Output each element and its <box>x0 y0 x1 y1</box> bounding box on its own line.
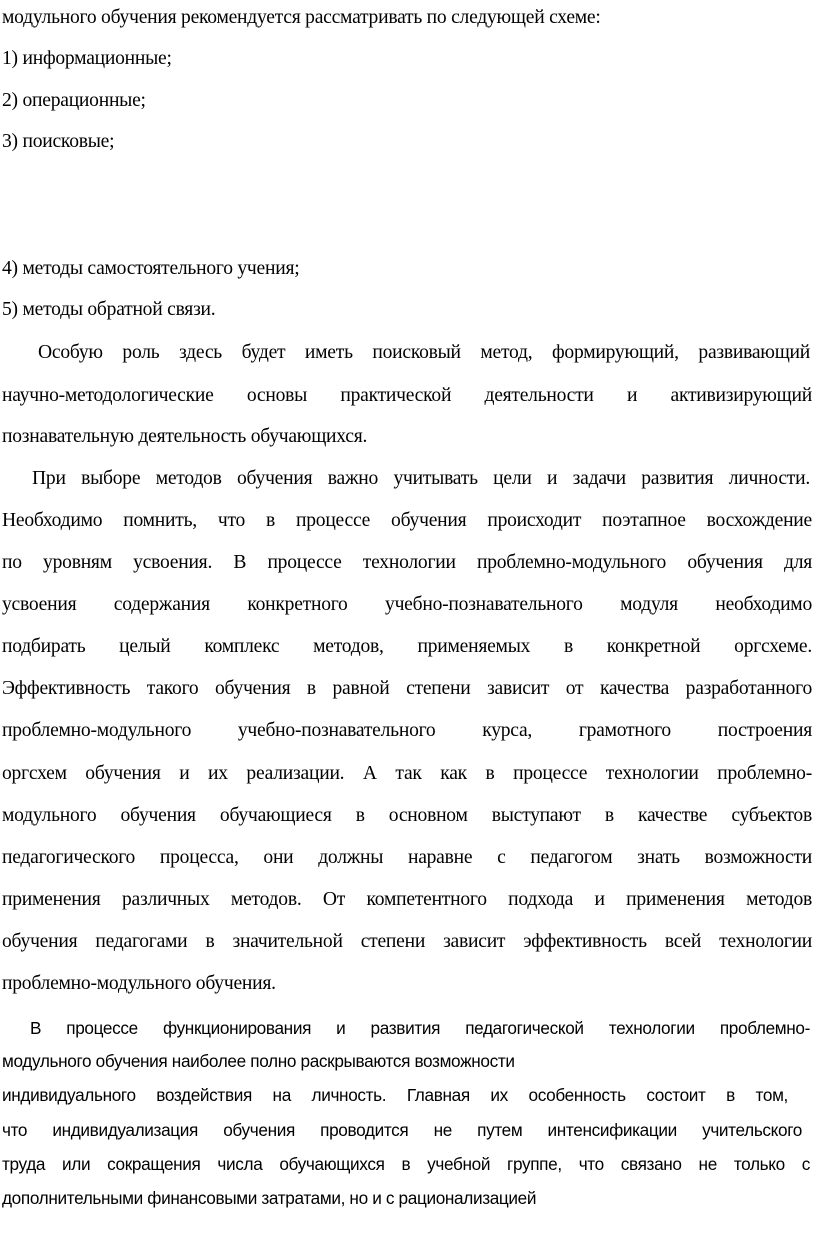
list-item-informational: 1) информационные; <box>2 48 172 69</box>
paragraph-choice-line-6: Эффективность такого обучения в равной степени зависит от качества разработанного <box>2 678 812 699</box>
paragraph-choice-line-13: проблемно-модульного обучения. <box>2 973 276 994</box>
paragraph-choice-line-11: применения различных методов. От компетентного подхода и применения методов <box>2 889 812 910</box>
list-item-search: 3) поисковые; <box>2 131 115 152</box>
paragraph-search-line-3: познавательную деятельность обучающихся. <box>2 426 368 447</box>
paragraph-individual-line-1: В процессе функционирования и развития педагогической технологии проблемно- <box>30 1018 810 1038</box>
list-item-self-study: 4) методы самостоятельного учения; <box>2 258 300 279</box>
paragraph-individual-line-3: индивидуального воздействия на личность. Главная их особенность состоит в том, <box>2 1085 788 1105</box>
paragraph-choice-line-1: При выборе методов обучения важно учитывать цели и задачи развития личности. <box>32 468 810 489</box>
list-item-operational: 2) операционные; <box>2 90 146 111</box>
paragraph-individual-line-6: дополнительными финансовыми затратами, но и с рационализацией <box>2 1188 537 1208</box>
paragraph-choice-line-9: модульного обучения обучающиеся в основном выступают в качестве субъектов <box>2 805 812 826</box>
paragraph-search-line-2: научно-методологические основы практической деятельности и активизирующий <box>2 385 812 406</box>
paragraph-individual-line-4: что индивидуализация обучения проводится не путем интенсификации учительского <box>2 1120 802 1140</box>
paragraph-choice-line-8: оргсхем обучения и их реализации. А так как в процессе технологии проблемно- <box>2 763 812 784</box>
paragraph-individual-line-5: труда или сокращения числа обучающихся в учебной группе, что связано не только с <box>2 1154 810 1174</box>
paragraph-choice-line-5: подбирать целый комплекс методов, применяемых в конкретной оргсхеме. <box>2 636 812 657</box>
intro-line: модульного обучения рекомендуется рассматривать по следующей схеме: <box>2 7 601 28</box>
paragraph-choice-line-10: педагогического процесса, они должны наравне с педагогом знать возможности <box>2 847 812 868</box>
paragraph-choice-line-3: по уровням усвоения. В процессе технологии проблемно-модульного обучения для <box>2 552 812 573</box>
paragraph-choice-line-4: усвоения содержания конкретного учебно-познавательного модуля необходимо <box>2 594 812 615</box>
list-item-feedback: 5) методы обратной связи. <box>2 299 216 320</box>
paragraph-choice-line-7: проблемно-модульного учебно-познавательного курса, грамотного построения <box>2 720 812 741</box>
paragraph-search-line-1: Особую роль здесь будет иметь поисковый метод, формирующий, развивающий <box>38 342 810 363</box>
paragraph-individual-line-2: модульного обучения наиболее полно раскрываются возможности <box>2 1051 515 1071</box>
paragraph-choice-line-12: обучения педагогами в значительной степени зависит эффективность всей технологии <box>2 931 812 952</box>
paragraph-choice-line-2: Необходимо помнить, что в процессе обучения происходит поэтапное восхождение <box>2 510 812 531</box>
